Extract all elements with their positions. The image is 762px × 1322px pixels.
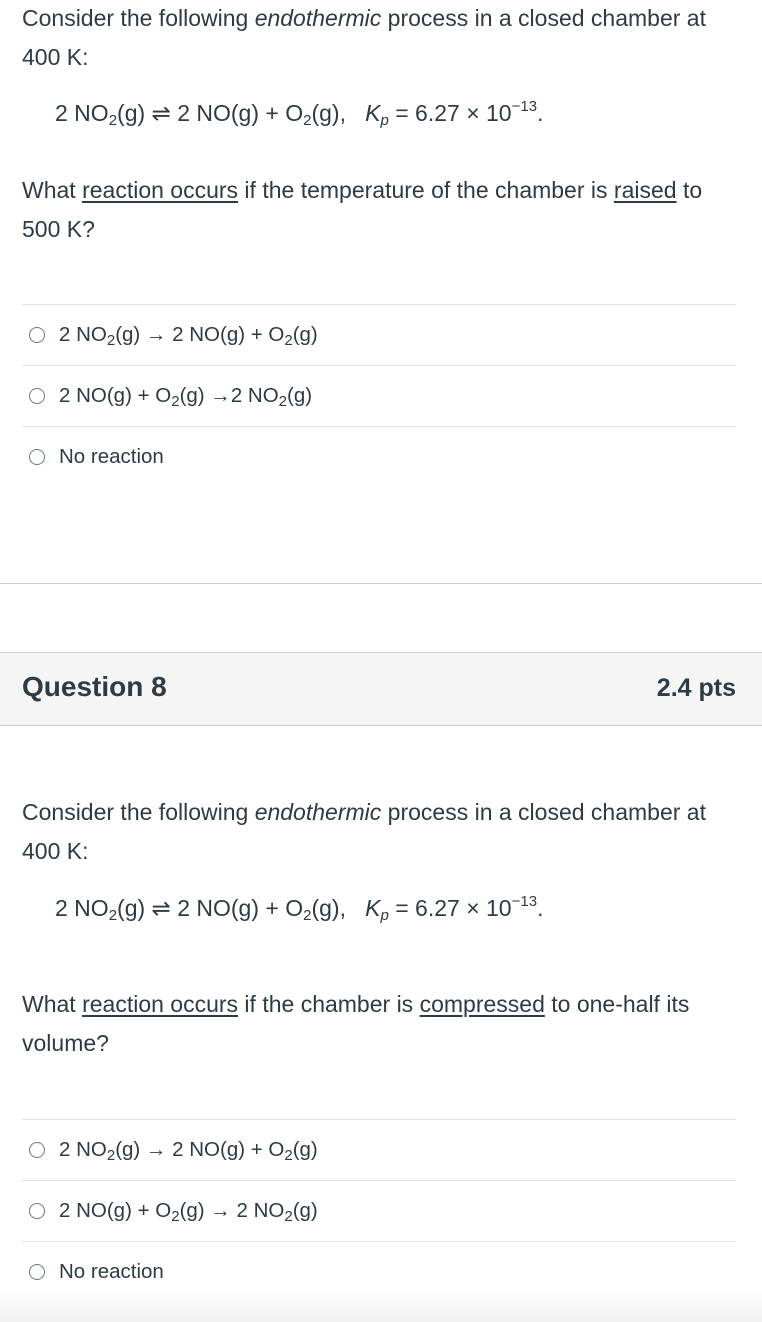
q8-answer-option-1[interactable]	[22, 1119, 736, 1180]
radio-button[interactable]	[29, 449, 45, 465]
q7-equation: 2 $NO_2(g)$ ⇌ 2 $NO(g) + O_2(g)$, $K_p = 6.27 \times 10^{-13}$.	[55, 98, 544, 129]
equilibrium-arrow-icon: ⇌	[151, 895, 171, 921]
question-divider	[0, 583, 762, 584]
q7-answer-list	[22, 304, 736, 487]
radio-button[interactable]	[29, 388, 45, 404]
q7-answer-option-2[interactable]	[22, 365, 736, 426]
q7-answer-option-3[interactable]	[22, 426, 736, 487]
radio-button[interactable]	[29, 1264, 45, 1280]
equilibrium-arrow-icon: ⇌	[151, 100, 171, 126]
question-points: 2.4 pts	[656, 674, 736, 702]
q7-answer-option-1[interactable]	[22, 304, 736, 365]
answer-label: No reaction	[59, 1260, 164, 1283]
answer-label: 2 $NO(g) + O_2(g) \to 2$ $NO_2(g)$	[59, 1199, 318, 1225]
q7-prompt: Consider the following endothermic process in a closed chamber at 400 K:	[22, 5, 706, 70]
answer-label: 2 $NO(g) + O_2(g) \to 2$ $NO_2(g)$	[59, 384, 313, 410]
radio-button[interactable]	[29, 1142, 45, 1158]
answer-label: 2 $NO_2(g) \to 2$ $NO(g) + O_2(g)$	[59, 1138, 318, 1164]
answer-label: 2 $NO_2(g) \to 2$ $NO(g) + O_2(g)$	[59, 323, 318, 349]
q8-equation: 2 $NO_2(g)$ ⇌ 2 $NO(g) + O_2(g)$, $K_p = 6.27 \times 10^{-13}$.	[55, 893, 544, 924]
q8-answer-option-2[interactable]	[22, 1180, 736, 1241]
radio-button[interactable]	[29, 327, 45, 343]
question-header	[0, 652, 762, 726]
question-title: Question 8	[22, 671, 167, 702]
q8-answer-list	[22, 1119, 736, 1302]
radio-button[interactable]	[29, 1203, 45, 1219]
bottom-fade	[0, 1290, 762, 1322]
q8-prompt: Consider the following endothermic process in a closed chamber at 400 K:	[22, 799, 706, 864]
answer-label: No reaction	[59, 445, 164, 468]
q8-question: What reaction occurs if the chamber is compressed to one-half its volume?	[22, 991, 690, 1056]
q7-question: What reaction occurs if the temperature of the chamber is raised to 500 K?	[22, 177, 703, 242]
